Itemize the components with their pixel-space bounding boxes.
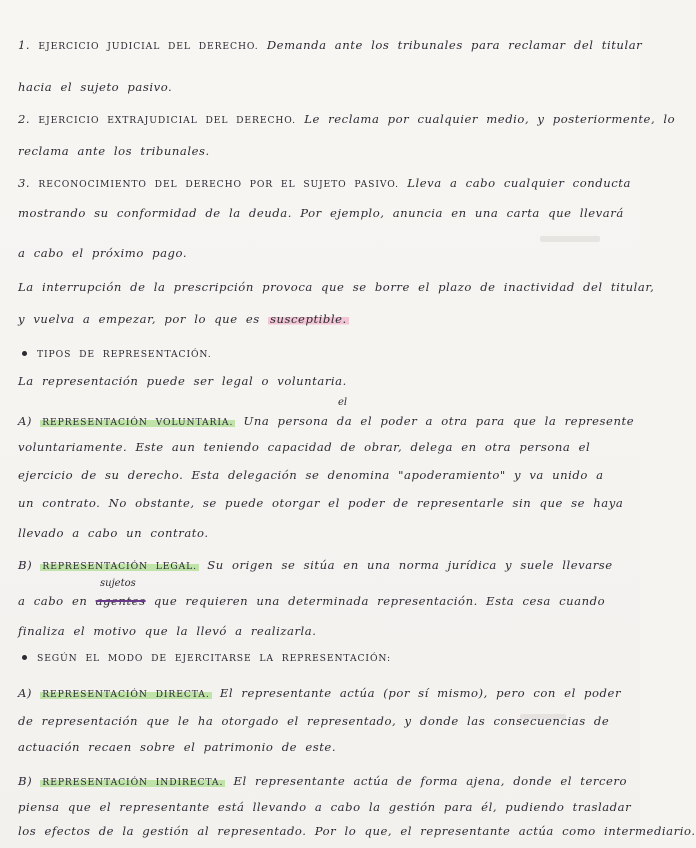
body-text: finaliza el motivo que la llevó a realizarla. bbox=[18, 624, 317, 638]
body-text: El representante actúa de forma ajena, donde el tercero bbox=[225, 774, 628, 788]
body-text: El representante actúa (por sí mismo), pero con el poder bbox=[211, 686, 622, 700]
body-text: ejercicio de su derecho. Esta delegación se denomina "apoderamiento" y va unido a bbox=[18, 468, 604, 482]
note-line-13 bbox=[18, 440, 628, 454]
item-number: 1. bbox=[18, 38, 39, 52]
body-text: un contrato. No obstante, se puede otorgar el poder de representarle sin que se haya bbox=[18, 496, 624, 510]
note-line-19 bbox=[18, 624, 628, 638]
item-letter: A) bbox=[18, 686, 41, 700]
highlighted-heading: REPRESENTACIÓN LEGAL. bbox=[42, 561, 197, 572]
note-line-6 bbox=[18, 206, 628, 220]
note-line-2 bbox=[18, 80, 628, 94]
item-number: 3. bbox=[18, 176, 39, 190]
note-line-24 bbox=[18, 774, 628, 788]
highlighted-heading: REPRESENTACIÓN INDIRECTA. bbox=[42, 777, 224, 788]
item-letter: B) bbox=[18, 558, 41, 572]
note-line-9 bbox=[18, 312, 628, 326]
body-text: La representación puede ser legal o voluntaria. bbox=[18, 374, 347, 388]
struck-word: agentes bbox=[95, 594, 146, 608]
note-line-12 bbox=[18, 414, 635, 428]
body-text: a cabo el próximo pago. bbox=[18, 246, 188, 260]
note-line-5 bbox=[18, 176, 631, 190]
note-line-1 bbox=[18, 38, 643, 52]
note-line-21 bbox=[18, 686, 628, 700]
note-line-4 bbox=[18, 144, 628, 158]
body-text: La interrupción de la prescripción provoca que se borre el plazo de inactividad del titular, bbox=[18, 280, 655, 294]
body-text: piensa que el representante está llevando a cabo la gestión para él, pudiendo trasladar bbox=[18, 800, 632, 814]
heading-text: EJERCICIO EXTRAJUDICIAL DEL DERECHO. bbox=[38, 115, 297, 126]
note-line-10 bbox=[18, 346, 628, 360]
highlighted-word: susceptible. bbox=[270, 312, 347, 326]
note-line-25 bbox=[18, 800, 632, 814]
section-heading: TIPOS DE REPRESENTACIÓN. bbox=[37, 349, 212, 360]
ink-smudge bbox=[540, 236, 600, 242]
body-text: Su origen se sitúa en una norma jurídica y suele llevarse bbox=[198, 558, 613, 572]
highlighted-heading: REPRESENTACIÓN DIRECTA. bbox=[42, 689, 210, 700]
note-line-8 bbox=[18, 280, 655, 294]
bullet-icon bbox=[22, 351, 27, 356]
note-line-11 bbox=[18, 374, 628, 388]
body-text: Le reclama por cualquier medio, y posteriormente, lo bbox=[296, 112, 676, 126]
body-text: que requieren una determinada representación. Esta cesa cuando bbox=[145, 594, 606, 608]
note-line-3 bbox=[18, 112, 676, 126]
note-line-26 bbox=[18, 824, 696, 838]
body-text: hacia el sujeto pasivo. bbox=[18, 80, 173, 94]
body-text: de representación que le ha otorgado el representado, y donde las consecuencias de bbox=[18, 714, 610, 728]
item-number: 2. bbox=[18, 112, 39, 126]
body-text: y vuelva a empezar, por lo que es bbox=[18, 312, 268, 326]
body-text: voluntariamente. Este aun teniendo capacidad de obrar, delega en otra persona el bbox=[18, 440, 591, 454]
heading-text: RECONOCIMIENTO DEL DERECHO POR EL SUJETO PASIVO. bbox=[38, 179, 399, 190]
inserted-word: sujetos bbox=[100, 578, 136, 589]
body-text: Lleva a cabo cualquier conducta bbox=[399, 176, 631, 190]
note-line-14 bbox=[18, 468, 628, 482]
inserted-word: el bbox=[338, 397, 348, 408]
item-letter: A) bbox=[18, 414, 41, 428]
body-text: Una persona da el poder a otra para que la represente bbox=[235, 414, 635, 428]
body-text: a cabo en bbox=[18, 594, 96, 608]
body-text: llevado a cabo un contrato. bbox=[18, 526, 209, 540]
section-heading: SEGÚN EL MODO DE EJERCITARSE LA REPRESENTACIÓN: bbox=[37, 653, 391, 664]
note-line-17 bbox=[18, 558, 628, 572]
note-line-16 bbox=[18, 526, 628, 540]
note-line-18 bbox=[18, 594, 628, 608]
body-text: Demanda ante los tribunales para reclamar del titular bbox=[258, 38, 643, 52]
note-line-20 bbox=[18, 650, 628, 664]
note-line-23 bbox=[18, 740, 628, 754]
body-text: los efectos de la gestión al representado. Por lo que, el representante actúa como intermediario. bbox=[18, 824, 696, 838]
body-text: reclama ante los tribunales. bbox=[18, 144, 210, 158]
body-text: actuación recaen sobre el patrimonio de este. bbox=[18, 740, 337, 754]
item-letter: B) bbox=[18, 774, 41, 788]
note-line-15 bbox=[18, 496, 628, 510]
body-text: mostrando su conformidad de la deuda. Por ejemplo, anuncia en una carta que llevará bbox=[18, 206, 624, 220]
heading-text: EJERCICIO JUDICIAL DEL DERECHO. bbox=[38, 41, 259, 52]
bullet-icon bbox=[22, 655, 27, 660]
note-line-7 bbox=[18, 246, 628, 260]
note-line-22 bbox=[18, 714, 628, 728]
highlighted-heading: REPRESENTACIÓN VOLUNTARIA. bbox=[42, 417, 234, 428]
